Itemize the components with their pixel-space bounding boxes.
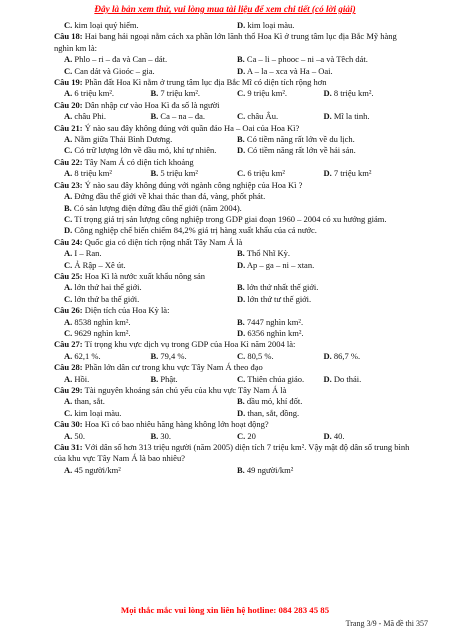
- options-row: [54, 294, 410, 305]
- question-18: Câu 18: Hai bang hải ngoại nằm cách xa phần lớn lãnh thổ Hoa Kì ở trung tâm lục địa Bắc Mỹ hàng nghìn km là:: [54, 31, 397, 53]
- options-row: [54, 431, 410, 442]
- options-row: [54, 20, 410, 31]
- option-c: C. châu Âu.: [237, 111, 279, 122]
- question-22: Câu 22: Tây Nam Á có diện tích khoảng: [54, 156, 194, 167]
- option-b: B. 79,4 %.: [150, 350, 187, 361]
- option-c: C. Can dát và Gioóc – gia.: [64, 65, 155, 76]
- options-row: [54, 328, 410, 339]
- options-row: [54, 260, 410, 271]
- option-b: B. Ca – na – đa.: [150, 111, 206, 122]
- option-d: D. lớn thứ tư thế giới.: [237, 293, 312, 304]
- option-a: A. Phlo – ri – đa và Can – dát.: [64, 54, 168, 65]
- question-28: Câu 28: Phần lớn dân cư trong khu vực Tây Nam Á theo đạo: [54, 362, 263, 373]
- options-row: [54, 88, 410, 99]
- options-row: [54, 134, 410, 145]
- option-b: B. lớn thứ nhất thế giới.: [237, 282, 319, 293]
- option-a: A. Nằm giữa Thái Bình Dương.: [64, 134, 173, 145]
- question-23: Câu 23: Ý nào sau đây không đúng với ngành công nghiệp của Hoa Kì ?: [54, 179, 303, 190]
- option-c: C. Ả Rập – Xê út.: [64, 259, 126, 270]
- option-b: B. Phật.: [150, 373, 178, 384]
- option-a: A. 6 triệu km².: [64, 88, 115, 99]
- option-d: D. 86,7 %.: [323, 350, 361, 361]
- option-a: A. lớn thứ hai thế giới.: [64, 282, 142, 293]
- option-d: D. 8 triệu km².: [323, 88, 374, 99]
- options-row: [54, 351, 410, 362]
- option-d: D. A – la – xca và Ha – Oai.: [237, 65, 333, 76]
- question-26: Câu 26: Diện tích của Hoa Kỳ là:: [54, 305, 170, 316]
- options-row: [54, 465, 410, 476]
- page-number: Trang 3/9 - Mã đề thi 357: [345, 619, 428, 628]
- option-b: B. Có sản lượng điện đứng đầu thế giới (năm 2004).: [64, 202, 242, 213]
- option-b: B. Ca – li – phooc – ni –a và Têch dát.: [237, 54, 368, 65]
- option-c: C. kim loại quý hiếm.: [64, 20, 139, 30]
- option-c: C. Tỉ trọng giá trị sản lượng công nghiệp trong GDP giai đoạn 1960 – 2004 có xu hướng giảm.: [64, 213, 387, 224]
- option-b: B. 49 người/km²: [237, 464, 294, 475]
- question-31: Câu 31: Với dân số hơn 313 triệu người (năm 2005) diện tích 7 triệu km². Vậy mật độ dân số trung bình của khu vực Tây Nam Á là bao nhiêu?: [54, 442, 410, 464]
- question-19: Câu 19: Phần đất Hoa Kì nằm ở trung tâm lục địa Bắc Mĩ có diện tích rộng hơn: [54, 77, 327, 88]
- options-row: [54, 248, 410, 259]
- options-row: [54, 396, 410, 407]
- options-row: [54, 145, 410, 156]
- option-d: D. Có tiềm năng rất lớn về hải sản.: [237, 145, 356, 156]
- option-a: A. 45 người/km²: [64, 464, 121, 475]
- question-30: Câu 30: Hoa Kì có bao nhiêu hãng hàng không lớn hoạt động?: [54, 419, 269, 430]
- option-c: C. 20: [237, 430, 256, 441]
- option-b: B. 7447 nghìn km².: [237, 316, 304, 327]
- exam-content: [54, 20, 410, 476]
- option-d: D. 40.: [323, 430, 345, 441]
- option-c: C. 6 triệu km²: [237, 168, 285, 179]
- question-21: Câu 21: Ý nào sau đây không đúng với quần đảo Ha – Oai của Hoa Kì?: [54, 122, 300, 133]
- question-25: Câu 25: Hoa Kì là nước xuất khẩu nông sản: [54, 270, 205, 281]
- question-27: Câu 27: Tỉ trọng khu vực dịch vụ trong GDP của Hoa Kì năm 2004 là:: [54, 339, 296, 350]
- option-d: D. Công nghiệp chế biến chiếm 84,2% giá trị hàng xuất khẩu của cả nước.: [64, 225, 317, 236]
- option-c: C. 9629 nghìn km².: [64, 327, 131, 338]
- options-row: [54, 168, 410, 179]
- options-row: [54, 374, 410, 385]
- option-d: D. Mĩ la tinh.: [323, 111, 370, 122]
- option-a: A. châu Phi.: [64, 111, 107, 122]
- question-24: Câu 24: Quốc gia có diện tích rộng nhất Tây Nam Á là: [54, 236, 243, 247]
- option-d: D. kim loại màu.: [237, 20, 295, 30]
- option-c: C. kim loại màu.: [64, 407, 122, 418]
- option-a: A. 50.: [64, 430, 86, 441]
- option-a: A. 8 triệu km²: [64, 168, 112, 179]
- option-b: B. Có tiềm năng rất lớn về du lịch.: [237, 134, 355, 145]
- option-c: C. Có trữ lượng lớn về dầu mỏ, khí tự nhiên.: [64, 145, 217, 156]
- option-c: C. 80,5 %.: [237, 350, 274, 361]
- option-a: A. than, sắt.: [64, 396, 105, 407]
- options-row: [54, 111, 410, 122]
- options-row: [54, 54, 410, 65]
- option-a: A. I – Ran.: [64, 248, 102, 259]
- option-b: B. 7 triệu km².: [150, 88, 201, 99]
- option-b: B. 30.: [150, 430, 172, 441]
- option-c: C. lớn thứ ba thế giới.: [64, 293, 140, 304]
- options-row: [54, 282, 410, 293]
- option-d: D. 6356 nghìn km².: [237, 327, 304, 338]
- options-row: [54, 317, 410, 328]
- option-d: D. Ap – ga – ni – xtan.: [237, 259, 315, 270]
- option-a: A. Đứng đầu thế giới về khai thác than đá, vàng, phốt phát.: [64, 191, 266, 202]
- question-29: Câu 29: Tài nguyên khoáng sản chủ yếu của khu vực Tây Nam Á là: [54, 385, 287, 395]
- option-a: A. 62,1 %.: [64, 350, 101, 361]
- option-a: A. 8538 nghìn km².: [64, 316, 131, 327]
- option-a: A. Hồi.: [64, 373, 90, 384]
- options-row: [54, 408, 410, 419]
- option-b: B. Thổ Nhĩ Kỳ.: [237, 248, 290, 259]
- option-d: D. 7 triệu km²: [323, 168, 372, 179]
- option-d: D. than, sắt, đồng.: [237, 407, 300, 418]
- hotline-footer: Mọi thắc mắc vui lòng xin liên hệ hotline: 084 283 45 85: [120, 605, 330, 615]
- option-b: B. 5 triệu km²: [150, 168, 198, 179]
- option-d: D. Do thái.: [323, 373, 362, 384]
- option-b: B. dầu mỏ, khí đốt.: [237, 396, 303, 407]
- preview-banner: Đây là bản xem thử, vui lòng mua tài liệu để xem chi tiết (có lời giải): [94, 4, 356, 14]
- option-c: C. Thiên chúa giáo.: [237, 373, 305, 384]
- question-20: Câu 20: Dân nhập cư vào Hoa Kì đa số là người: [54, 99, 220, 110]
- option-c: C. 9 triệu km².: [237, 88, 288, 99]
- options-row: [54, 66, 410, 77]
